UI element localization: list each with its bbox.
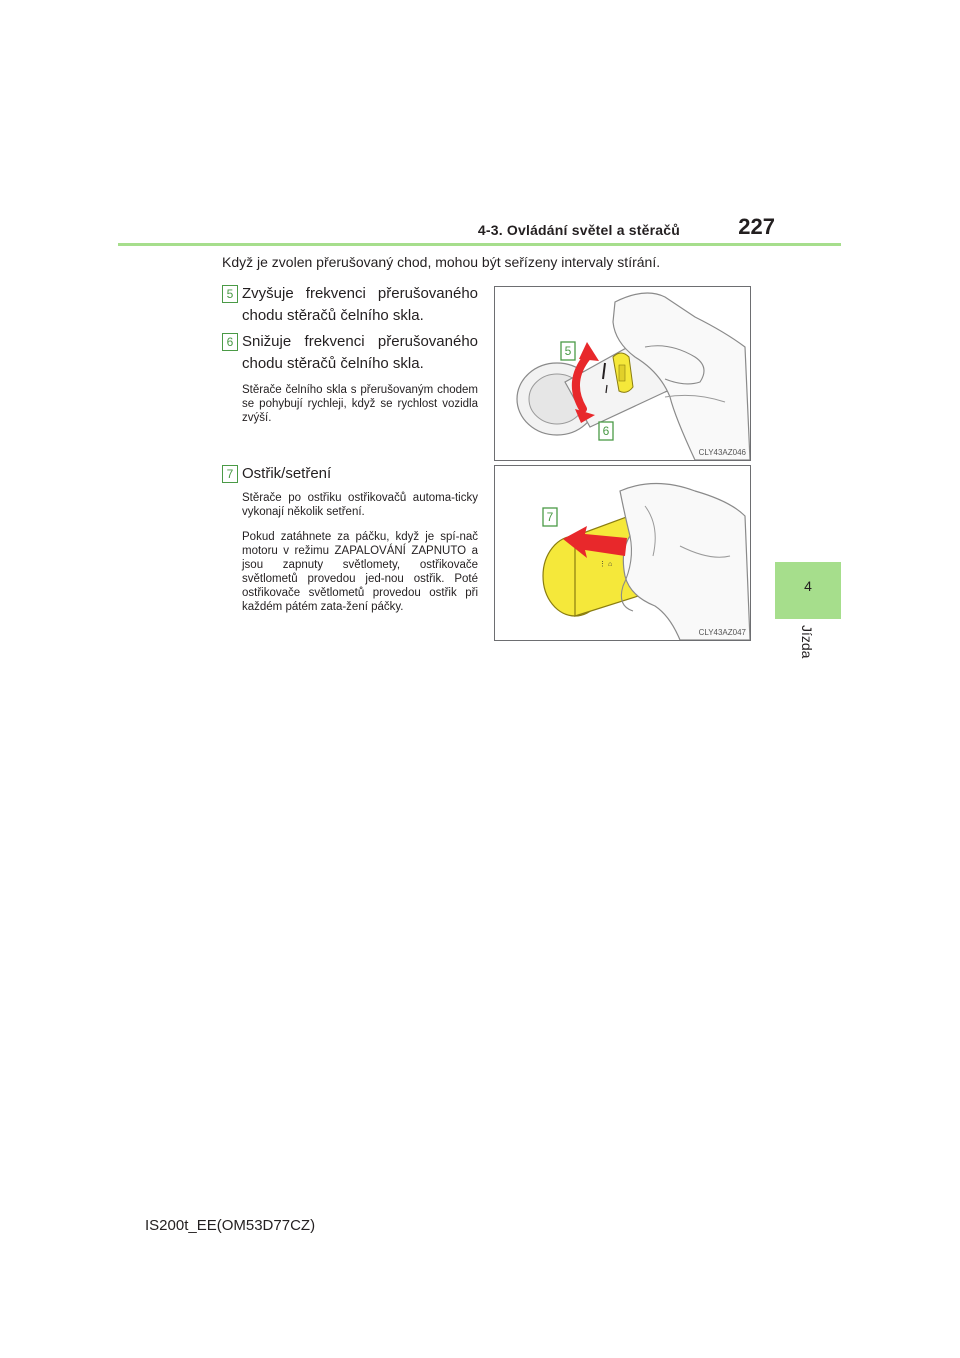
section-title: 4-3. Ovládání světel a stěračů	[477, 222, 680, 238]
item-note-6: Stěrače čelního skla s přerušovaným chodem se pohybují rychleji, když se rychlost vozidla zvýší.	[242, 384, 478, 424]
chapter-title	[793, 625, 823, 685]
fig1-callout-5: 5	[564, 344, 572, 358]
chapter-number: 4	[804, 578, 812, 594]
figure-code-1: CLY43AZ046	[698, 448, 746, 457]
item-title-7: Ostřik/setření	[242, 465, 332, 482]
washer-illustration	[495, 466, 750, 640]
item-note-7a: Stěrače po ostřiku ostřikovačů automa-ticky vykonají několik setření.	[242, 492, 478, 518]
chapter-title-text: Jízda	[799, 625, 815, 659]
figure-code-2: CLY43AZ047	[698, 628, 746, 637]
item-title-6: Snižuje frekvenci přerušovaného chodu stěračů čelního skla.	[242, 333, 478, 372]
item-marker-7: 7	[222, 465, 238, 483]
item-title-5: Zvyšuje frekvenci přerušovaného chodu stěračů čelního skla.	[242, 285, 478, 324]
intro-text: Když je zvolen přerušovaný chod, mohou být seřízeny intervaly stírání.	[222, 254, 661, 270]
item-note-7b: Pokud zatáhnete za páčku, když je spí-nač motoru v režimu ZAPALOVÁNÍ ZAPNUTO a jsou zapnuty světlomety, ostřikovače světlometů provedou jed-nou ostřik. Poté ostřikovače světlometů provedou ostřik při každém pátém zata-žení páčky.	[242, 531, 478, 613]
item-marker-5: 5	[222, 285, 238, 303]
footer-model-code: IS200t_EE(OM53D77CZ)	[145, 1217, 316, 1234]
svg-text:⋮ ⌂: ⋮ ⌂	[599, 561, 613, 568]
page-number: 227	[738, 214, 775, 239]
figure-wiper-interval	[494, 286, 751, 461]
fig2-callout-7: 7	[546, 510, 554, 524]
wiper-interval-illustration	[495, 287, 750, 460]
fig1-callout-6: 6	[602, 424, 610, 438]
item-marker-6: 6	[222, 333, 238, 351]
header-divider	[118, 243, 841, 246]
figure-washer	[494, 465, 751, 641]
